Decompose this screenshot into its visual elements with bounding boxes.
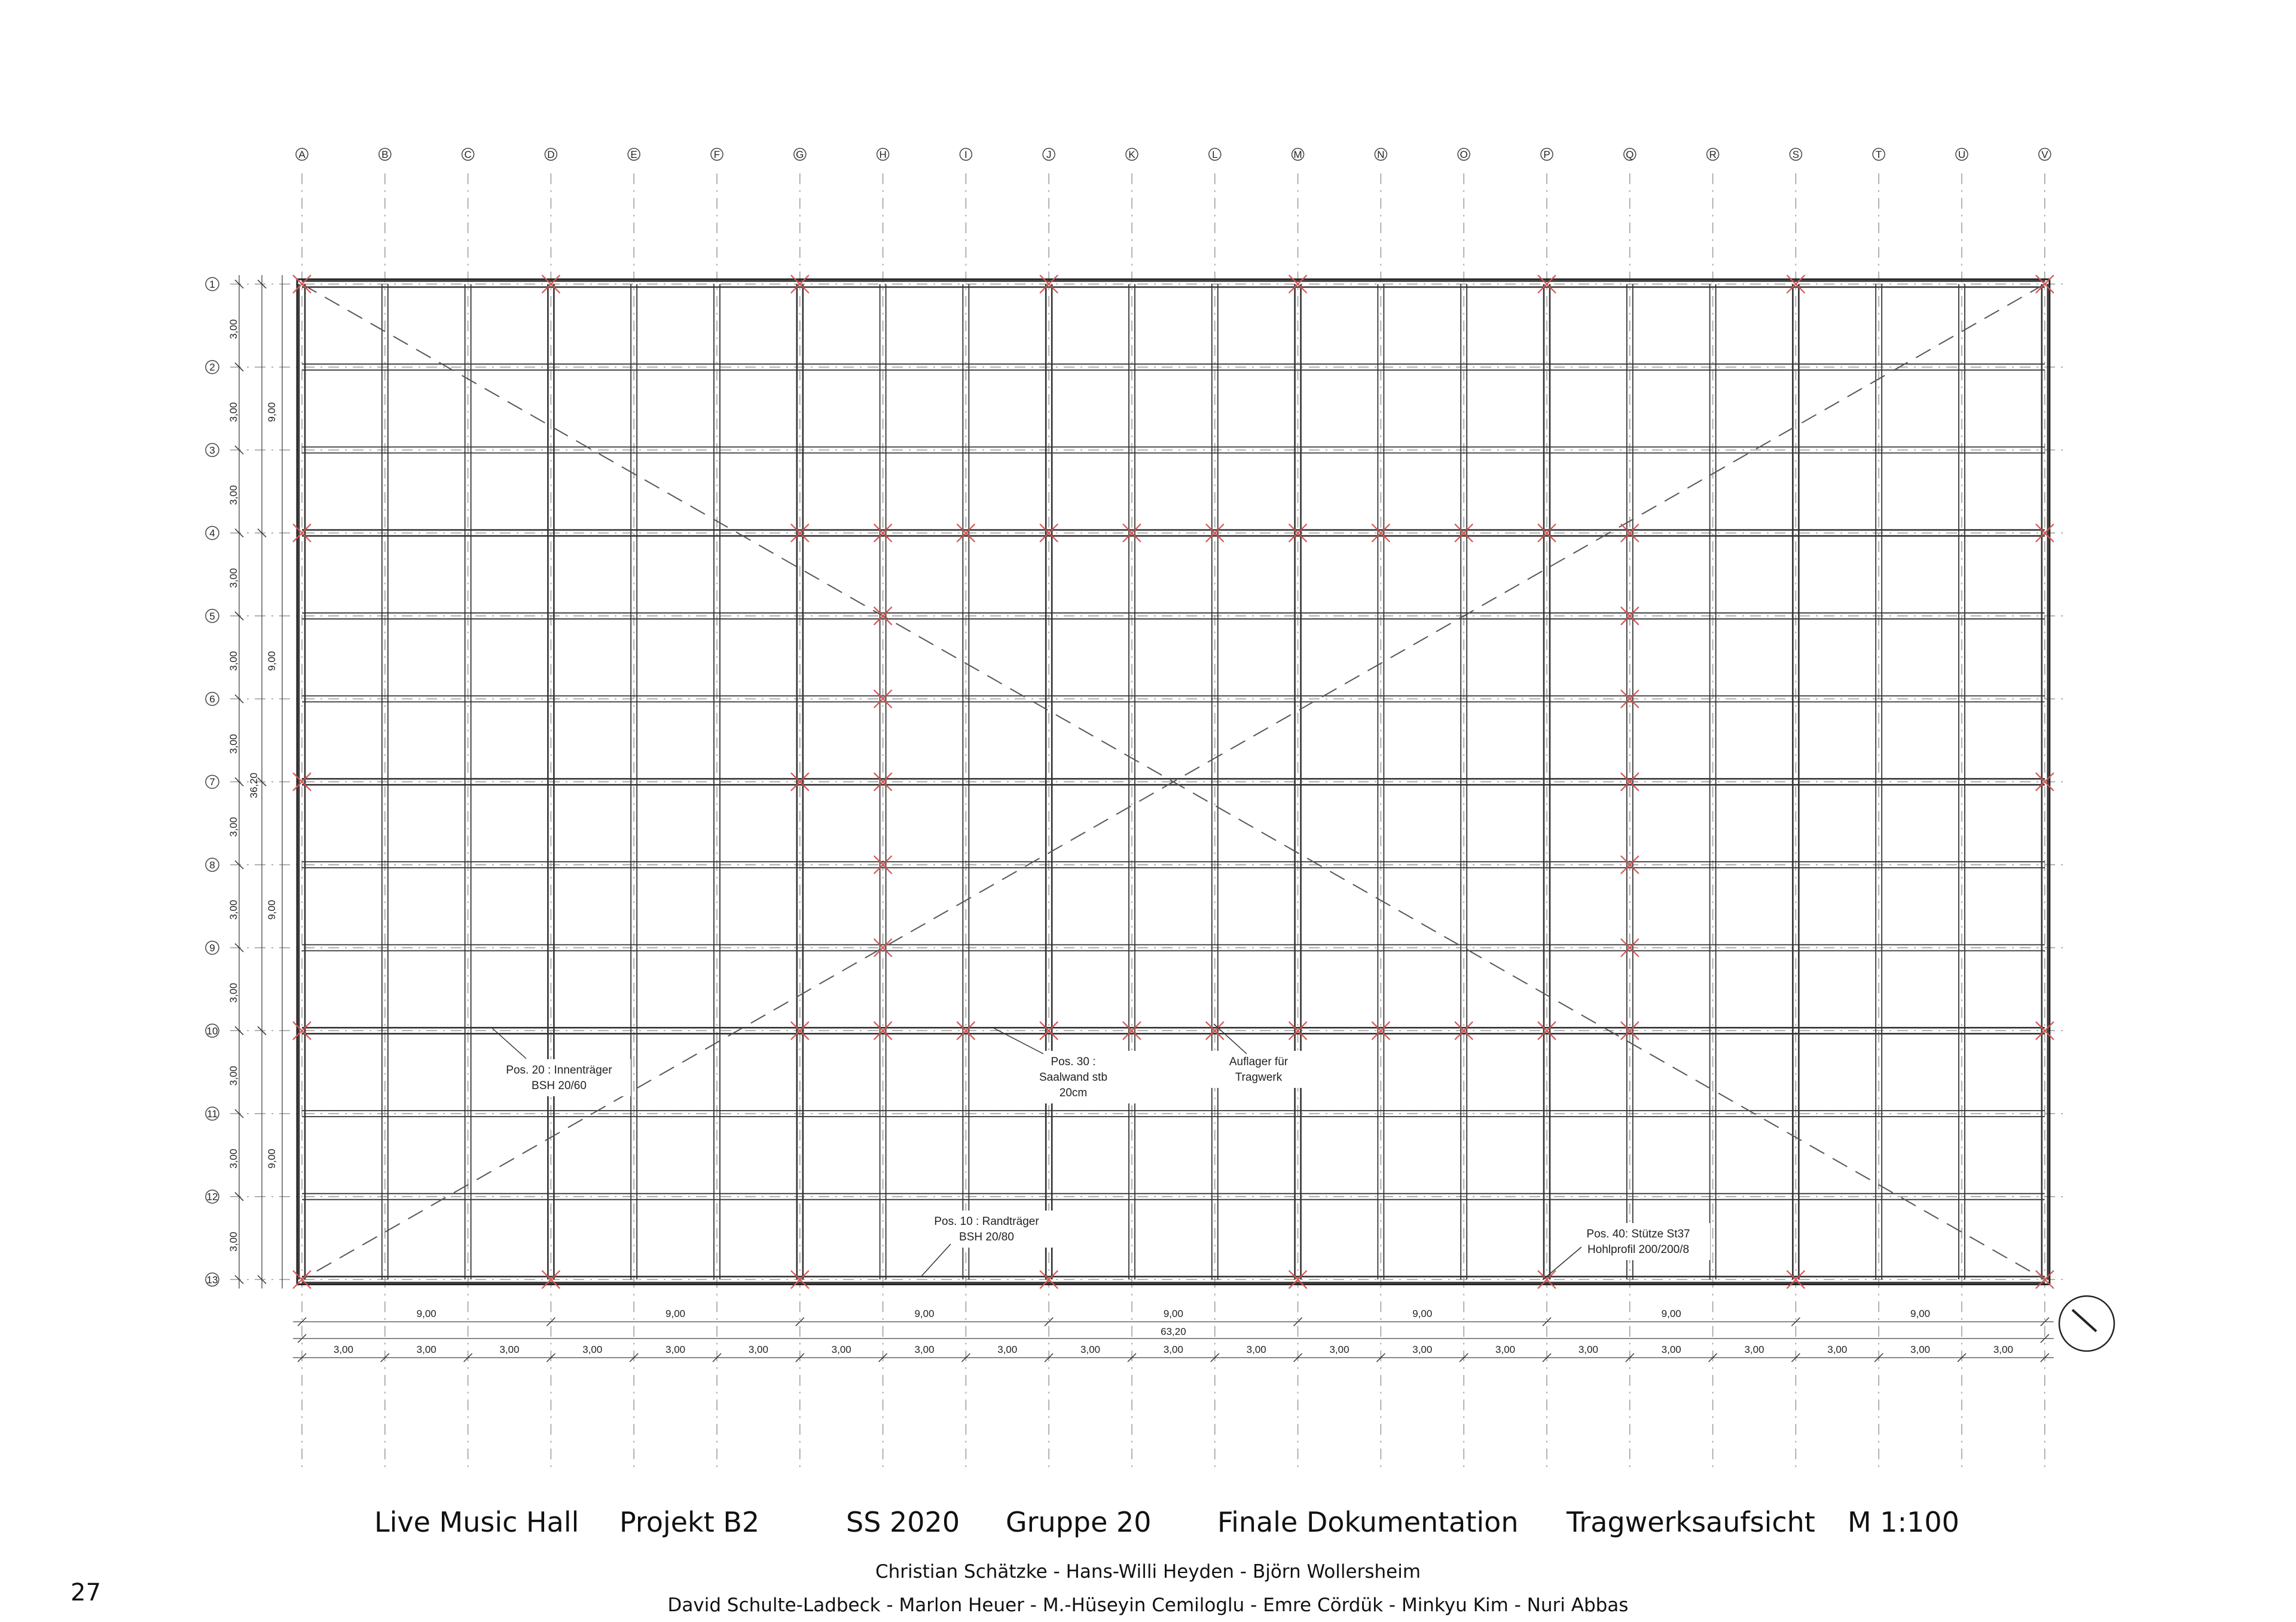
bay-dimension-label: 3,00 — [416, 1344, 436, 1355]
bay-dimension-label: 3,00 — [1246, 1344, 1266, 1355]
group-dimension-label: 9,00 — [266, 1148, 277, 1169]
group-dimension-label: 9,00 — [266, 900, 277, 920]
dimension-lines — [228, 275, 2054, 1362]
column-label: R — [1709, 149, 1717, 160]
auflager-annotation-text: Tragwerk — [1235, 1071, 1283, 1084]
bay-dimension-label: 3,00 — [228, 1231, 239, 1252]
annotations — [487, 1024, 1710, 1280]
row-label: 8 — [209, 859, 215, 871]
bay-dimension-label: 3,00 — [748, 1344, 768, 1355]
bay-dimension-label: 3,00 — [1163, 1344, 1183, 1355]
grid-axes — [230, 173, 2063, 1468]
group-dimension-label: 9,00 — [266, 402, 277, 422]
group-dimension-label: 9,00 — [1910, 1308, 1931, 1319]
bay-dimension-label: 3,00 — [228, 485, 239, 505]
bay-dimension-label: 3,00 — [1578, 1344, 1598, 1355]
auflager-annotation-text: Auflager für — [1229, 1056, 1289, 1068]
drawing-title: Tragwerksaufsicht — [1567, 1506, 1815, 1538]
column-label: P — [1543, 149, 1550, 160]
bay-dimension-label: 3,00 — [1910, 1344, 1931, 1355]
bay-dimension-label: 3,00 — [582, 1344, 603, 1355]
column-label: A — [298, 149, 306, 160]
group-dimension-label: 9,00 — [1163, 1308, 1183, 1319]
total-width-label: 63,20 — [1161, 1326, 1186, 1337]
pos20-annotation-leader — [491, 1028, 526, 1059]
pos30-annotation-leader — [993, 1028, 1043, 1054]
bay-dimension-label: 3,00 — [1412, 1344, 1433, 1355]
group-dimension-label: 9,00 — [1661, 1308, 1681, 1319]
bay-dimension-label: 3,00 — [997, 1344, 1018, 1355]
row-label: 6 — [209, 693, 215, 705]
column-label: V — [2041, 149, 2048, 160]
group-dimension-label: 9,00 — [1412, 1308, 1433, 1319]
bay-dimension-label: 3,00 — [1993, 1344, 2013, 1355]
bay-dimension-label: 3,00 — [228, 983, 239, 1003]
column-label: I — [964, 149, 967, 160]
bay-dimension-label: 3,00 — [228, 319, 239, 339]
bay-dimension-label: 3,00 — [1495, 1344, 1516, 1355]
row-label: 5 — [209, 610, 215, 622]
column-label: G — [796, 149, 804, 160]
row-label: 13 — [206, 1274, 218, 1286]
students: David Schulte-Ladbeck - Marlon Heuer - M.-Hüseyin Cemiloglu - Emre Cördük - Minkyu Kim - Nuri Abbas — [667, 1594, 1629, 1616]
pos30-annotation-text: Saalwand stb — [1039, 1071, 1108, 1084]
bay-dimension-label: 3,00 — [228, 1066, 239, 1086]
page-number: 27 — [71, 1579, 101, 1606]
column-label: H — [879, 149, 887, 160]
column-label: T — [1876, 149, 1882, 160]
project-name: Live Music Hall — [374, 1506, 579, 1538]
column-label: M — [1293, 149, 1302, 160]
group: Gruppe 20 — [1006, 1506, 1152, 1538]
bay-dimension-label: 3,00 — [1661, 1344, 1681, 1355]
pos30-annotation-text: Pos. 30 : — [1051, 1056, 1096, 1068]
group-dimension-label: 9,00 — [416, 1308, 436, 1319]
scale: M 1:100 — [1848, 1506, 1959, 1538]
phase: Finale Dokumentation — [1217, 1506, 1519, 1538]
pos30-annotation-text: 20cm — [1059, 1087, 1088, 1099]
column-label: K — [1128, 149, 1135, 160]
pos40-annotation-leader — [1543, 1247, 1581, 1280]
group-dimension-label: 9,00 — [914, 1308, 935, 1319]
row-label: 2 — [209, 361, 215, 373]
title-block — [0, 1506, 2296, 1548]
bay-dimension-label: 3,00 — [228, 734, 239, 754]
column-label: O — [1460, 149, 1468, 160]
pos10-annotation-text: BSH 20/80 — [959, 1231, 1014, 1243]
row-label: 12 — [206, 1191, 218, 1203]
pos40-annotation-text: Hohlprofil 200/200/8 — [1587, 1243, 1690, 1256]
column-label: N — [1377, 149, 1385, 160]
axis-labels — [206, 148, 2051, 1286]
semester: SS 2020 — [846, 1506, 960, 1538]
column-label: B — [381, 149, 389, 160]
column-label: J — [1046, 149, 1052, 160]
bay-dimension-label: 3,00 — [228, 568, 239, 588]
column-label: L — [1212, 149, 1218, 160]
column-label: C — [464, 149, 472, 160]
bay-dimension-label: 3,00 — [333, 1344, 353, 1355]
row-label: 1 — [209, 279, 215, 290]
pos10-annotation-text: Pos. 10 : Randträger — [934, 1215, 1039, 1228]
bay-dimension-label: 3,00 — [665, 1344, 686, 1355]
north-arrow-icon — [2059, 1296, 2114, 1351]
group-dimension-label: 9,00 — [665, 1308, 686, 1319]
bay-dimension-label: 3,00 — [1080, 1344, 1101, 1355]
bay-dimension-label: 3,00 — [831, 1344, 851, 1355]
supervisors: Christian Schätzke - Hans-Willi Heyden - Björn Wollersheim — [875, 1561, 1421, 1583]
row-label: 9 — [209, 942, 215, 954]
pos10-annotation-leader — [921, 1244, 951, 1277]
bay-dimension-label: 3,00 — [1827, 1344, 1848, 1355]
row-label: 4 — [209, 528, 215, 539]
bay-dimension-label: 3,00 — [228, 900, 239, 920]
pos20-annotation-text: BSH 20/60 — [532, 1080, 587, 1092]
row-label: 11 — [207, 1108, 218, 1120]
column-label: S — [1792, 149, 1800, 160]
pos40-annotation-text: Pos. 40: Stütze St37 — [1586, 1228, 1690, 1240]
row-label: 7 — [209, 776, 215, 788]
bay-dimension-label: 3,00 — [228, 402, 239, 422]
bay-dimension-label: 3,00 — [1744, 1344, 1764, 1355]
column-label: D — [547, 149, 555, 160]
group-dimension-label: 9,00 — [266, 651, 277, 671]
bay-dimension-label: 3,00 — [228, 1148, 239, 1169]
total-height-label: 36,20 — [248, 772, 259, 798]
bay-dimension-label: 3,00 — [914, 1344, 935, 1355]
column-label: Q — [1626, 149, 1634, 160]
bay-dimension-label: 3,00 — [1329, 1344, 1349, 1355]
project-code: Projekt B2 — [619, 1506, 760, 1538]
column-label: E — [630, 149, 637, 160]
row-label: 3 — [209, 444, 215, 456]
pos20-annotation-text: Pos. 20 : Innenträger — [506, 1064, 612, 1077]
column-label: U — [1958, 149, 1966, 160]
bay-dimension-label: 3,00 — [499, 1344, 520, 1355]
bay-dimension-label: 3,00 — [228, 817, 239, 837]
bay-dimension-label: 3,00 — [228, 651, 239, 671]
column-label: F — [713, 149, 720, 160]
row-label: 10 — [206, 1025, 218, 1037]
